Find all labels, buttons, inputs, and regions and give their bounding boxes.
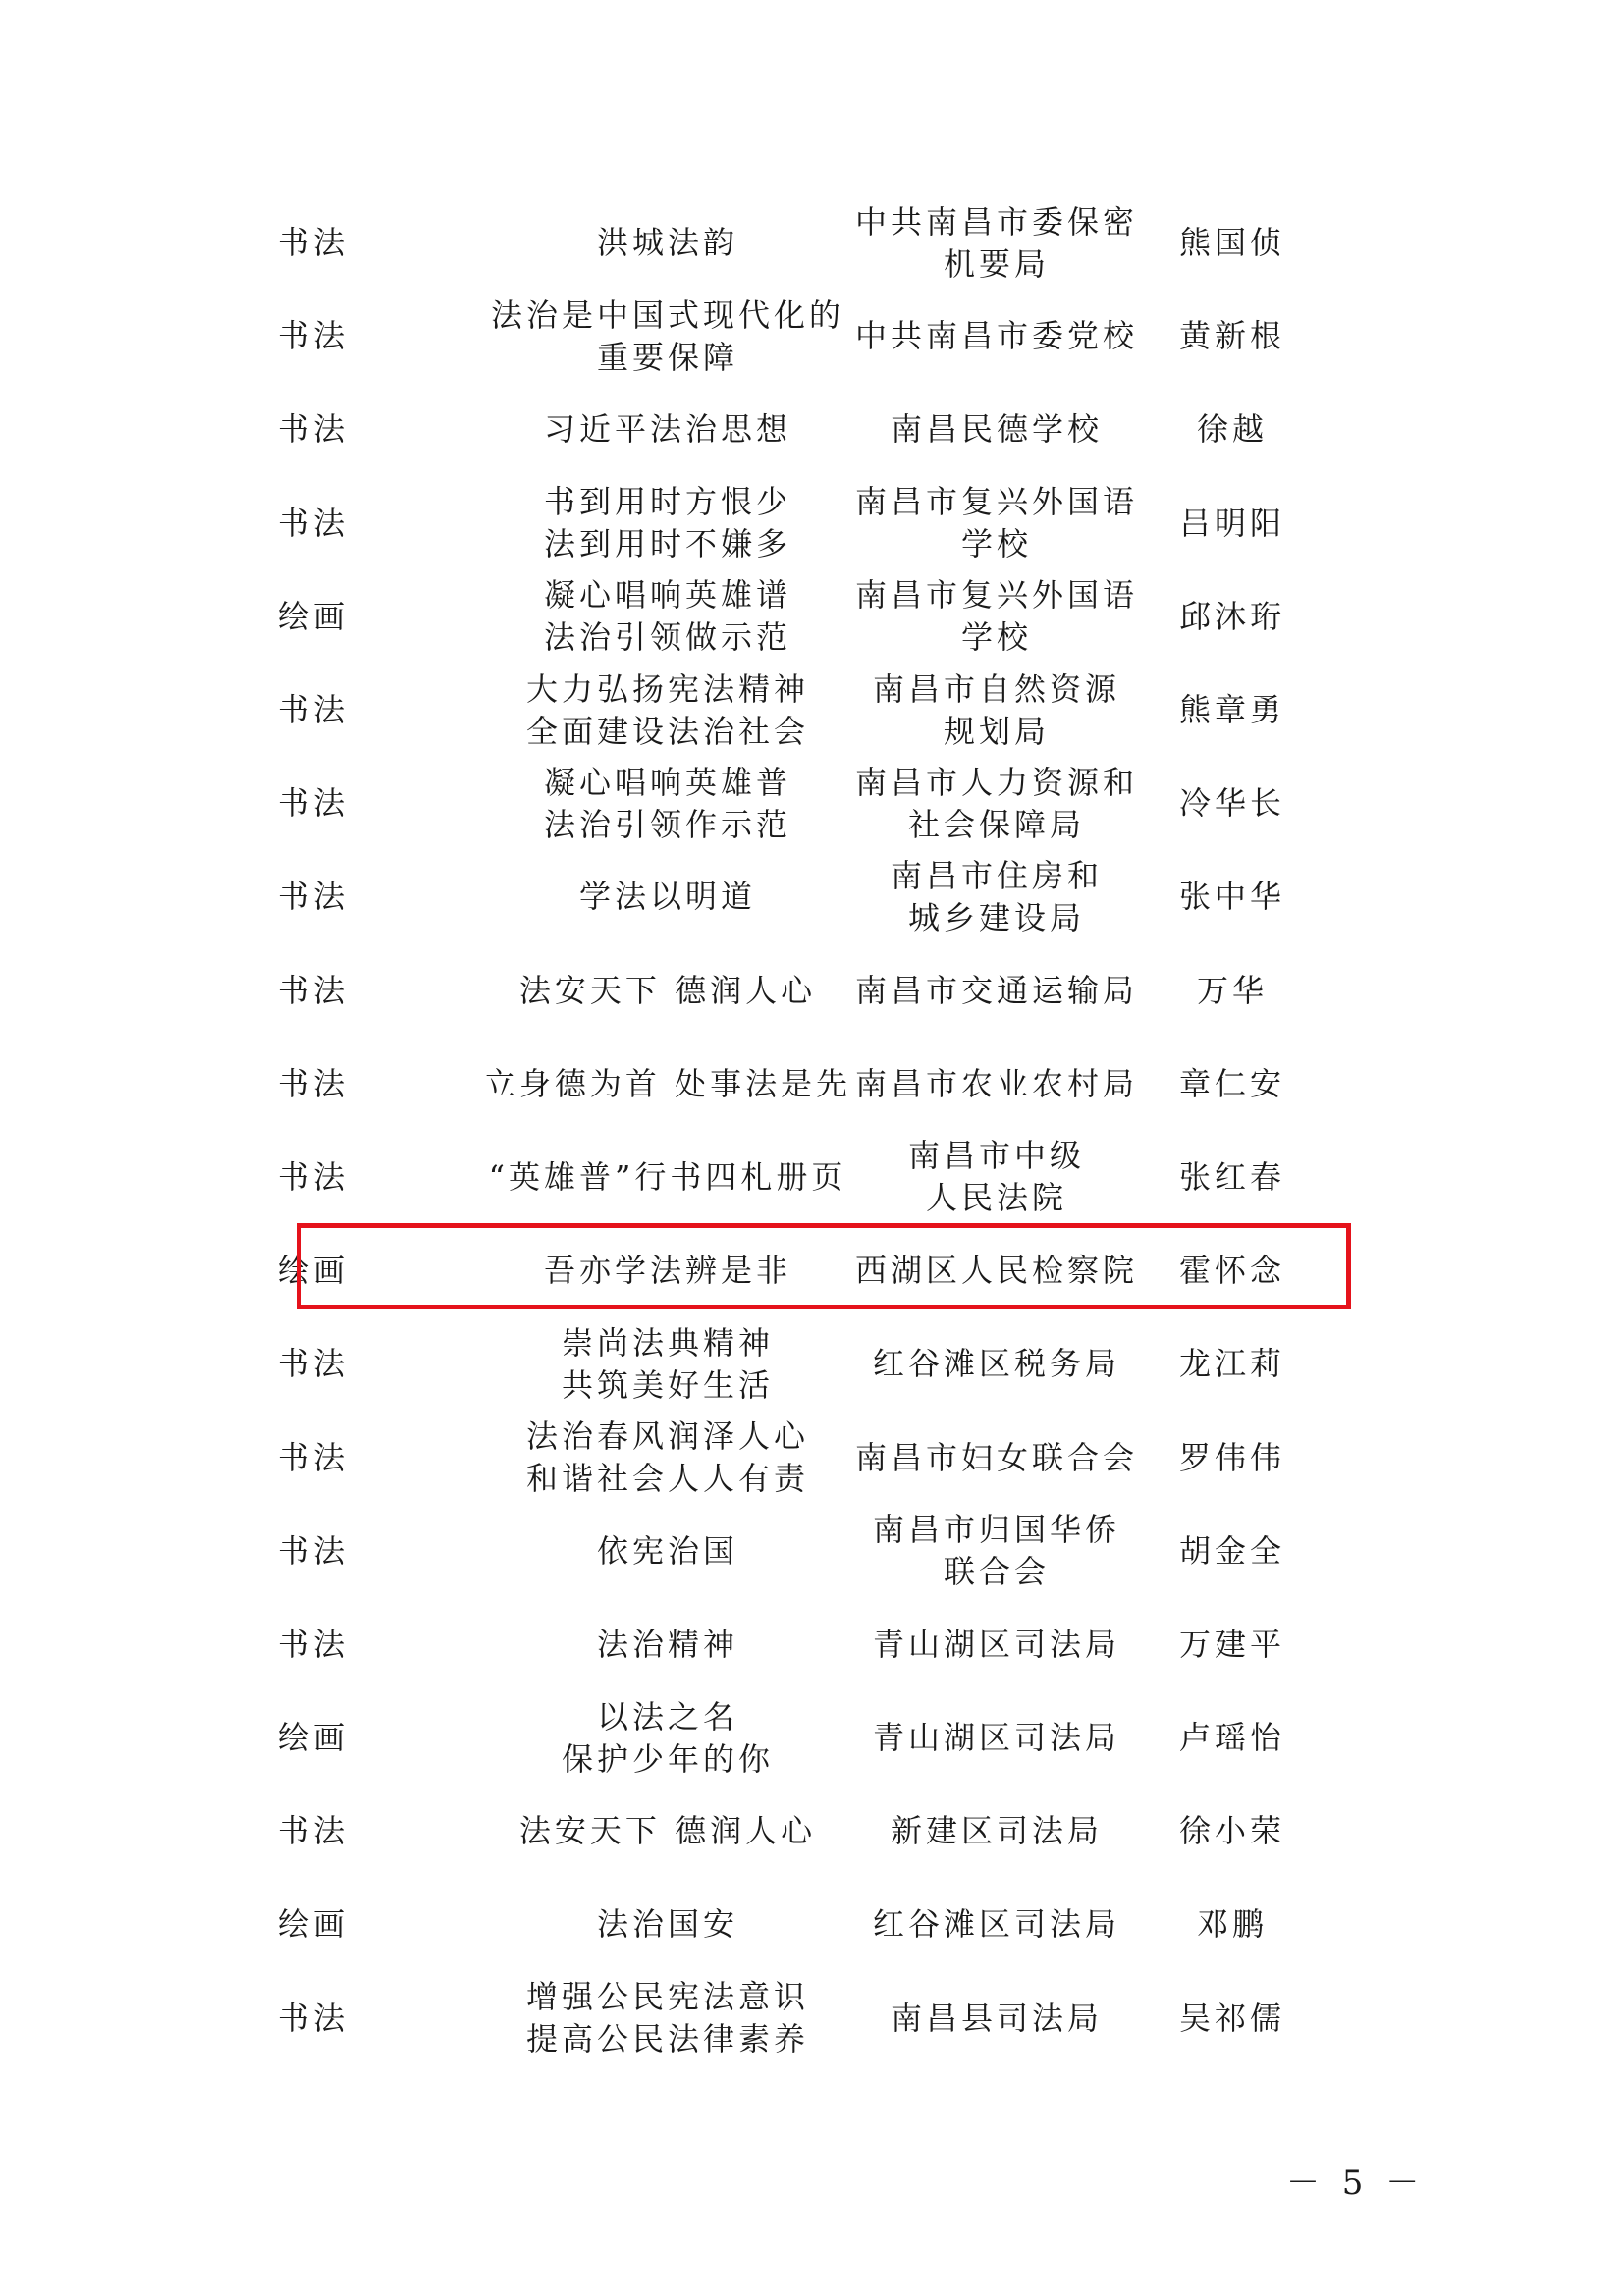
title-line: 学法以明道 (578, 878, 756, 916)
highlight-box (297, 1223, 1351, 1309)
organization-cell (849, 481, 1144, 565)
organization-cell (849, 1135, 1144, 1219)
title-line: 全面建设法治社会 (525, 712, 809, 750)
organization-cell (849, 1624, 1144, 1666)
title-cell (486, 222, 849, 264)
title-line: 依宪治国 (596, 1531, 738, 1570)
category-cell: 书法 (277, 1999, 349, 2037)
category-cell: 书法 (277, 1531, 349, 1570)
title-cell (486, 1415, 849, 1500)
title-cell (486, 408, 849, 451)
table-row (277, 1411, 1335, 1504)
title-line: “英雄普”行书四札册页 (488, 1157, 847, 1196)
table-row (277, 290, 1335, 383)
category-cell: 书法 (277, 504, 349, 542)
title-line: 法安天下 德润人心 (518, 971, 817, 1009)
author-cell: 霍怀念 (1178, 1252, 1285, 1290)
author-cell: 万建平 (1178, 1625, 1285, 1663)
organization-line: 中共南昌市委保密 (854, 202, 1138, 240)
author-cell: 邱沐珩 (1178, 597, 1285, 635)
organization-line: 红谷滩区司法局 (872, 1905, 1120, 1944)
title-cell (486, 1530, 849, 1573)
table-row (277, 664, 1335, 757)
table-row (277, 944, 1335, 1038)
organization-cell (849, 855, 1144, 939)
table-row (277, 570, 1335, 664)
author-cell: 张红春 (1178, 1157, 1285, 1196)
organization-line: 西湖区人民检察院 (854, 1252, 1138, 1290)
title-cell (486, 574, 849, 659)
organization-line: 学校 (960, 525, 1032, 563)
category-cell: 书法 (277, 1625, 349, 1663)
organization-line: 红谷滩区税务局 (872, 1345, 1120, 1383)
title-line: 法治引领作示范 (543, 805, 791, 843)
author-cell: 冷华长 (1178, 784, 1285, 823)
title-line: 以法之名 (596, 1697, 738, 1735)
table-row (277, 1131, 1335, 1224)
table-row (277, 477, 1335, 570)
table-row (277, 383, 1335, 476)
title-line: 法治国安 (596, 1905, 738, 1944)
organization-cell (849, 315, 1144, 357)
table-row (277, 1878, 1335, 1971)
table-row (277, 850, 1335, 943)
author-cell: 卢瑶怡 (1178, 1719, 1285, 1757)
table-row (277, 757, 1335, 850)
table-row (277, 1317, 1335, 1411)
table-row (277, 1972, 1335, 2065)
title-line: 大力弘扬宪法精神 (525, 669, 809, 708)
category-cell: 绘画 (277, 597, 349, 635)
title-line: 崇尚法典精神 (561, 1323, 774, 1362)
author-cell: 徐越 (1196, 410, 1268, 449)
author-cell: 吴祁儒 (1178, 1999, 1285, 2037)
organization-line: 人民法院 (925, 1179, 1067, 1217)
author-cell: 熊章勇 (1178, 691, 1285, 729)
organization-cell (849, 574, 1144, 659)
organization-line: 规划局 (943, 712, 1050, 750)
organization-line: 机要局 (943, 244, 1050, 283)
table-row (277, 1785, 1335, 1878)
title-cell (486, 1624, 849, 1666)
title-line: 和谐社会人人有责 (525, 1460, 809, 1498)
author-cell: 吕明阳 (1178, 504, 1285, 542)
title-cell (486, 970, 849, 1012)
category-cell: 书法 (277, 784, 349, 823)
title-line: 习近平法治思想 (543, 410, 791, 449)
organization-cell (849, 201, 1144, 286)
title-cell (483, 1063, 852, 1105)
author-cell: 龙江莉 (1178, 1345, 1285, 1383)
title-cell (486, 668, 849, 753)
author-cell: 胡金全 (1178, 1531, 1285, 1570)
table-row (277, 1598, 1335, 1691)
title-line: 法治是中国式现代化的 (490, 295, 844, 334)
title-cell (486, 1156, 849, 1199)
organization-line: 南昌市复兴外国语 (854, 576, 1138, 614)
organization-cell (849, 1998, 1144, 2040)
organization-cell (849, 1063, 1144, 1105)
organization-line: 联合会 (943, 1553, 1050, 1591)
title-line: 凝心唱响英雄谱 (543, 576, 791, 614)
title-cell (486, 1810, 849, 1852)
author-cell: 章仁安 (1178, 1064, 1285, 1102)
title-line: 立身德为首 处事法是先 (483, 1064, 852, 1102)
organization-cell (849, 762, 1144, 846)
organization-line: 南昌民德学校 (890, 410, 1103, 449)
author-cell: 熊国侦 (1178, 224, 1285, 262)
category-cell: 绘画 (277, 1719, 349, 1757)
author-cell: 徐小荣 (1178, 1812, 1285, 1850)
title-cell (486, 876, 849, 918)
title-line: 书到用时方恨少 (543, 483, 791, 521)
category-cell: 书法 (277, 691, 349, 729)
organization-line: 城乡建设局 (907, 898, 1085, 936)
category-cell: 书法 (277, 1157, 349, 1196)
title-line: 法安天下 德润人心 (518, 1812, 817, 1850)
table-row (277, 1691, 1335, 1785)
author-cell: 万华 (1196, 971, 1268, 1009)
organization-line: 学校 (960, 618, 1032, 657)
title-line: 保护少年的你 (561, 1739, 774, 1778)
title-cell (486, 1903, 849, 1946)
organization-line: 南昌市人力资源和 (854, 763, 1138, 801)
title-line: 法治精神 (596, 1625, 738, 1663)
title-line: 吾亦学法辨是非 (543, 1252, 791, 1290)
author-cell: 张中华 (1178, 878, 1285, 916)
organization-line: 青山湖区司法局 (872, 1625, 1120, 1663)
title-line: 法到用时不嫌多 (543, 525, 791, 563)
category-cell: 书法 (277, 317, 349, 355)
title-line: 凝心唱响英雄普 (543, 763, 791, 801)
organization-cell (849, 668, 1144, 753)
organization-line: 南昌市妇女联合会 (854, 1438, 1138, 1476)
table-row (277, 1505, 1335, 1598)
organization-line: 南昌市住房和 (890, 856, 1103, 894)
organization-line: 中共南昌市委党校 (854, 317, 1138, 355)
title-cell (486, 1976, 849, 2060)
organization-line: 青山湖区司法局 (872, 1719, 1120, 1757)
category-cell: 书法 (277, 1064, 349, 1102)
author-cell: 黄新根 (1178, 317, 1285, 355)
organization-line: 新建区司法局 (890, 1812, 1103, 1850)
award-table (277, 196, 1335, 2065)
organization-cell (849, 1903, 1144, 1946)
organization-line: 南昌市农业农村局 (854, 1064, 1138, 1102)
organization-line: 南昌市交通运输局 (854, 971, 1138, 1009)
title-line: 增强公民宪法意识 (525, 1978, 809, 2016)
category-cell: 绘画 (277, 1905, 349, 1944)
organization-line: 南昌市中级 (907, 1137, 1085, 1175)
organization-cell (849, 1509, 1144, 1593)
organization-line: 社会保障局 (907, 805, 1085, 843)
page-number: － 5 － (1286, 2163, 1426, 2203)
category-cell: 书法 (277, 971, 349, 1009)
organization-line: 南昌市自然资源 (872, 669, 1120, 708)
organization-cell (849, 1437, 1144, 1479)
category-cell: 书法 (277, 878, 349, 916)
category-cell: 书法 (277, 410, 349, 449)
category-cell: 书法 (277, 224, 349, 262)
title-cell (486, 1696, 849, 1781)
title-line: 法治引领做示范 (543, 618, 791, 657)
category-cell: 书法 (277, 1812, 349, 1850)
table-row (277, 196, 1335, 290)
organization-line: 南昌市复兴外国语 (854, 483, 1138, 521)
organization-cell (849, 1810, 1144, 1852)
title-cell (486, 762, 849, 846)
title-line: 重要保障 (596, 338, 738, 376)
organization-cell (849, 408, 1144, 451)
organization-cell (849, 970, 1144, 1012)
table-row (277, 1038, 1335, 1131)
organization-cell (849, 1717, 1144, 1759)
title-line: 共筑美好生活 (561, 1365, 774, 1404)
title-line: 洪城法韵 (596, 224, 738, 262)
category-cell: 书法 (277, 1438, 349, 1476)
title-line: 提高公民法律素养 (525, 2020, 809, 2058)
title-line: 法治春风润泽人心 (525, 1417, 809, 1456)
title-cell (486, 294, 849, 379)
author-cell: 罗伟伟 (1178, 1438, 1285, 1476)
organization-cell (849, 1343, 1144, 1385)
category-cell: 书法 (277, 1345, 349, 1383)
author-cell: 邓鹏 (1196, 1905, 1268, 1944)
category-cell: 绘画 (277, 1252, 349, 1290)
title-cell (486, 481, 849, 565)
title-cell (486, 1322, 849, 1407)
organization-line: 南昌县司法局 (890, 1999, 1103, 2037)
organization-line: 南昌市归国华侨 (872, 1511, 1120, 1549)
